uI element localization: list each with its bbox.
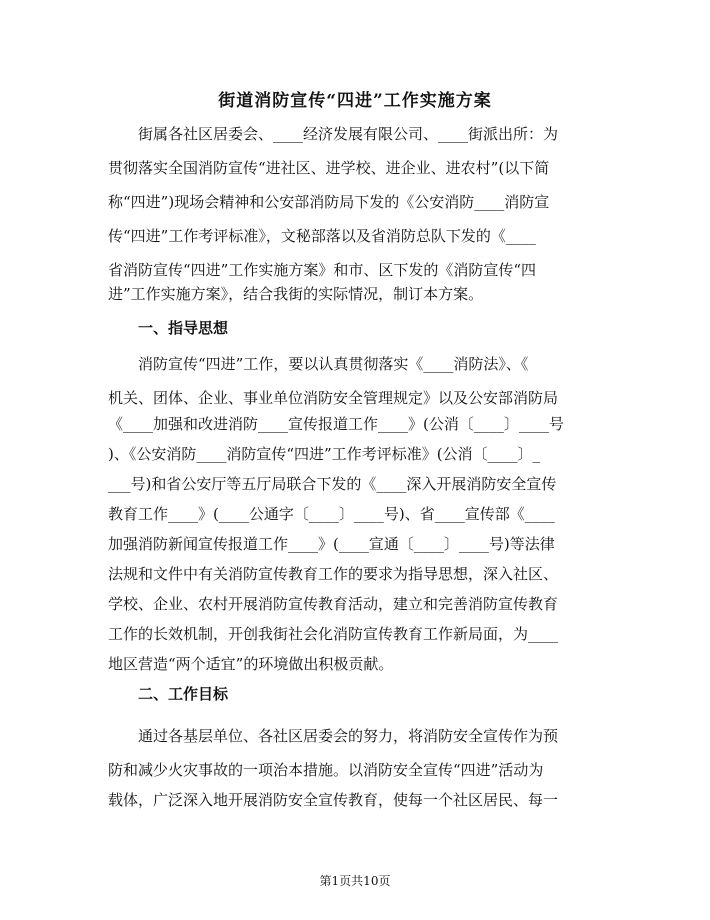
body-line: 机关、团体、企业、事业单位消防安全管理规定》以及公安部消防局 — [108, 389, 559, 407]
body-line: 进”工作实施方案》，结合我街的实际情况，制订本方案。 — [108, 285, 484, 303]
page-number: 第1页共10页 — [319, 874, 391, 888]
body-line: 工作的长效机制，开创我街社会化消防宣传教育工作新局面，为____ — [108, 625, 559, 643]
body-line: 《____加强和改进消防____宣传报道工作____》(公消〔____〕____号 — [108, 415, 564, 433]
body-line: 载体，广泛深入地开展消防安全宣传教育，使每一个社区居民、每一 — [108, 791, 559, 809]
section-heading: 一、指导思想 — [108, 319, 229, 337]
body-line: 省消防宣传“四进”工作实施方案》和市、区下发的《消防宣传“四 — [108, 261, 537, 279]
body-line: 地区营造“两个适宜”的环境做出积极贡献。 — [108, 655, 394, 673]
section-heading: 二、工作目标 — [108, 685, 229, 703]
body-line: 学校、企业、农村开展消防宣传教育活动，建立和完善消防宣传教育 — [108, 595, 559, 613]
body-line: 加强消防新闻宣传报道工作____》(____宣通〔____〕____号)等法律 — [108, 535, 555, 553]
body-line: 教育工作____》(____公通字〔____〕____号)、省____宣传部《____ — [108, 505, 555, 523]
body-line: 传“四进”工作考评标准》，文秘部落以及省消防总队下发的《____ — [108, 227, 536, 245]
body-line: 防和减少火灾事故的一项治本措施。以消防安全宣传“四进”活动为 — [108, 761, 544, 779]
body-line: 通过各基层单位、各社区居委会的努力，将消防安全宣传作为预 — [108, 727, 559, 745]
body-line: 贯彻落实全国消防宣传“进社区、进学校、进企业、进农村”(以下简 — [108, 159, 550, 177]
body-line: 消防宣传“四进”工作，要以认真贯彻落实《____消防法》、《 — [108, 355, 529, 373]
body-line: 法规和文件中有关消防宣传教育工作的要求为指导思想，深入社区、 — [108, 565, 559, 583]
body-line: ___号)和省公安厅等五厅局联合下发的《____深入开展消防安全宣传 — [108, 475, 557, 493]
body-line: 街属各社区居委会、____经济发展有限公司、____街派出所：为 — [108, 125, 559, 143]
document-title: 街道消防宣传“四进”工作实施方案 — [218, 91, 492, 111]
body-line: 称“四进”)现场会精神和公安部消防局下发的《公安消防____消防宣 — [108, 193, 550, 211]
body-line: )、《公安消防____消防宣传“四进”工作考评标准》(公消〔____〕_ — [108, 445, 541, 463]
